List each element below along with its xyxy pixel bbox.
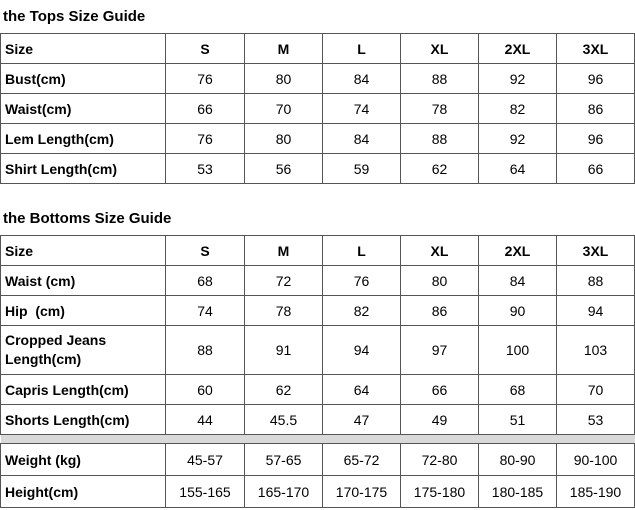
table-cell: 82 bbox=[323, 296, 401, 326]
table-cell: 44 bbox=[166, 405, 245, 435]
table-cell: 66 bbox=[557, 154, 635, 184]
header-cell: L bbox=[323, 34, 401, 64]
table-header-row bbox=[1, 236, 635, 266]
table-cell: 94 bbox=[323, 326, 401, 375]
table-row bbox=[1, 296, 635, 326]
table-cell: 76 bbox=[166, 124, 245, 154]
table-cell: 185-190 bbox=[557, 476, 635, 508]
table-cell: 53 bbox=[557, 405, 635, 435]
row-label: Shorts Length(cm) bbox=[1, 405, 166, 435]
table-cell: 84 bbox=[323, 124, 401, 154]
table-cell: 66 bbox=[166, 94, 245, 124]
table-cell: 103 bbox=[557, 326, 635, 375]
table-cell: 74 bbox=[323, 94, 401, 124]
row-label: Shirt Length(cm) bbox=[1, 154, 166, 184]
table-row bbox=[1, 154, 635, 184]
table-row bbox=[1, 64, 635, 94]
row-label: Capris Length(cm) bbox=[1, 375, 166, 405]
table-cell: 90 bbox=[479, 296, 557, 326]
table-cell: 90-100 bbox=[557, 444, 635, 476]
bottoms-size-table bbox=[0, 235, 635, 508]
header-cell: S bbox=[166, 34, 245, 64]
table-cell: 84 bbox=[323, 64, 401, 94]
table-cell: 80 bbox=[245, 124, 323, 154]
tops-size-guide-title: the Tops Size Guide bbox=[3, 8, 146, 25]
table-cell: 60 bbox=[166, 375, 245, 405]
table-row bbox=[1, 94, 635, 124]
table-cell: 76 bbox=[323, 266, 401, 296]
row-label: Cropped Jeans Length(cm) bbox=[1, 326, 166, 375]
table-cell: 49 bbox=[401, 405, 479, 435]
header-cell: Size bbox=[1, 236, 166, 266]
table-cell: 51 bbox=[479, 405, 557, 435]
header-cell: Size bbox=[1, 34, 166, 64]
table-cell: 80 bbox=[401, 266, 479, 296]
table-cell: 175-180 bbox=[401, 476, 479, 508]
table-cell: 94 bbox=[557, 296, 635, 326]
header-cell: L bbox=[323, 236, 401, 266]
table-cell: 56 bbox=[245, 154, 323, 184]
table-cell: 47 bbox=[323, 405, 401, 435]
table-cell: 86 bbox=[401, 296, 479, 326]
table-cell: 68 bbox=[166, 266, 245, 296]
table-cell: 80 bbox=[245, 64, 323, 94]
table-cell: 68 bbox=[479, 375, 557, 405]
table-cell: 96 bbox=[557, 64, 635, 94]
table-cell: 88 bbox=[401, 64, 479, 94]
row-label: Bust(cm) bbox=[1, 64, 166, 94]
table-cell: 45-57 bbox=[166, 444, 245, 476]
table-cell: 92 bbox=[479, 64, 557, 94]
row-label: Waist (cm) bbox=[1, 266, 166, 296]
table-cell: 82 bbox=[479, 94, 557, 124]
table-cell: 88 bbox=[401, 124, 479, 154]
table-cell: 65-72 bbox=[323, 444, 401, 476]
table-row bbox=[1, 405, 635, 435]
table-cell: 180-185 bbox=[479, 476, 557, 508]
table-cell: 45.5 bbox=[245, 405, 323, 435]
row-label: Hip (cm) bbox=[1, 296, 166, 326]
table-cell: 80-90 bbox=[479, 444, 557, 476]
table-header-row bbox=[1, 34, 635, 64]
table-cell: 78 bbox=[401, 94, 479, 124]
header-cell: 2XL bbox=[479, 236, 557, 266]
table-cell: 92 bbox=[479, 124, 557, 154]
row-label: Waist(cm) bbox=[1, 94, 166, 124]
header-cell: M bbox=[245, 34, 323, 64]
table-cell: 70 bbox=[557, 375, 635, 405]
table-row bbox=[1, 124, 635, 154]
tops-size-table bbox=[0, 33, 635, 184]
table-row bbox=[1, 444, 635, 476]
table-cell: 97 bbox=[401, 326, 479, 375]
table-cell: 72 bbox=[245, 266, 323, 296]
header-cell: XL bbox=[401, 34, 479, 64]
table-cell: 70 bbox=[245, 94, 323, 124]
separator-bar bbox=[1, 435, 635, 444]
table-cell: 91 bbox=[245, 326, 323, 375]
header-cell: 3XL bbox=[557, 34, 635, 64]
table-cell: 64 bbox=[323, 375, 401, 405]
table-cell: 59 bbox=[323, 154, 401, 184]
table-cell: 155-165 bbox=[166, 476, 245, 508]
table-cell: 96 bbox=[557, 124, 635, 154]
table-cell: 165-170 bbox=[245, 476, 323, 508]
table-cell: 100 bbox=[479, 326, 557, 375]
table-cell: 72-80 bbox=[401, 444, 479, 476]
table-cell: 62 bbox=[245, 375, 323, 405]
table-cell: 53 bbox=[166, 154, 245, 184]
table-cell: 64 bbox=[479, 154, 557, 184]
table-cell: 74 bbox=[166, 296, 245, 326]
table-cell: 57-65 bbox=[245, 444, 323, 476]
table-cell: 76 bbox=[166, 64, 245, 94]
header-cell: XL bbox=[401, 236, 479, 266]
table-cell: 88 bbox=[557, 266, 635, 296]
header-cell: 2XL bbox=[479, 34, 557, 64]
table-cell: 88 bbox=[166, 326, 245, 375]
table-row bbox=[1, 326, 635, 375]
header-cell: 3XL bbox=[557, 236, 635, 266]
table-row bbox=[1, 266, 635, 296]
table-cell: 170-175 bbox=[323, 476, 401, 508]
row-label: Lem Length(cm) bbox=[1, 124, 166, 154]
row-label: Weight (kg) bbox=[1, 444, 166, 476]
table-separator bbox=[1, 435, 635, 444]
bottoms-size-guide-title: the Bottoms Size Guide bbox=[3, 210, 172, 227]
table-cell: 84 bbox=[479, 266, 557, 296]
table-row bbox=[1, 476, 635, 508]
row-label: Height(cm) bbox=[1, 476, 166, 508]
table-row bbox=[1, 375, 635, 405]
header-cell: M bbox=[245, 236, 323, 266]
table-cell: 86 bbox=[557, 94, 635, 124]
table-cell: 62 bbox=[401, 154, 479, 184]
header-cell: S bbox=[166, 236, 245, 266]
table-cell: 78 bbox=[245, 296, 323, 326]
table-cell: 66 bbox=[401, 375, 479, 405]
